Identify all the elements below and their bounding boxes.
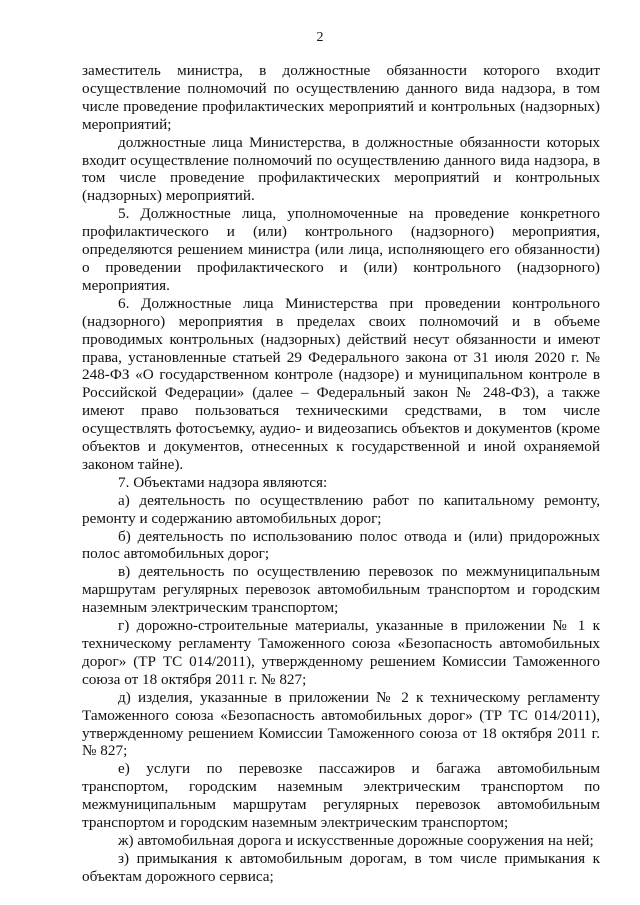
paragraph-item-7: 7. Объектами надзора являются: bbox=[118, 473, 328, 491]
list-item-z: з) примыкания к автомобильным дорогам, в том числе примыкания к объектам дорожного сервиса; bbox=[82, 849, 600, 885]
list-item-zh: ж) автомобильная дорога и искусственные дорожные сооружения на ней; bbox=[118, 831, 594, 849]
list-item-e: е) услуги по перевозке пассажиров и багажа автомобильным транспортом, городским наземным электрическим транспортом по межмуниципальным маршрутам регулярных перевозок автомобильным транспортом и городским наземным электрическим транспортом; bbox=[82, 760, 600, 832]
list-item-g: г) дорожно-строительные материалы, указанные в приложении № 1 к техническому регламенту Таможенного союза «Безопасность автомобильных дорог» (ТР ТС 014/2011), утвержденному решением Комиссии Таможенного союза от 18 октября 2011 г. № 827; bbox=[82, 617, 600, 688]
list-item-b: б) деятельность по использованию полос отвода и (или) придорожных полос автомобильных дорог; bbox=[82, 527, 600, 563]
paragraph-item-5: 5. Должностные лица, уполномоченные на проведение конкретного профилактического и (или) контрольного (надзорного) мероприятия, определяются решением министра (или лица, исполняющего его обязанности) о проведении профилактического и (или) контрольного (надзорного) мероприятия. bbox=[82, 205, 600, 294]
paragraph-deputy-minister: заместитель министра, в должностные обязанности которого входит осуществление полномочий по осуществлению данного вида надзора, в том числе проведение профилактических мероприятий и контрольных (надзорных) мероприятий; bbox=[82, 62, 600, 133]
page-number: 2 bbox=[316, 30, 324, 45]
list-item-a: а) деятельность по осуществлению работ по капитальному ремонту, ремонту и содержанию автомобильных дорог; bbox=[82, 491, 600, 527]
document-body bbox=[82, 62, 600, 886]
list-item-v: в) деятельность по осуществлению перевозок по межмуниципальным маршрутам регулярных перевозок автомобильным транспортом и городским наземным электрическим транспортом; bbox=[82, 563, 600, 617]
paragraph-item-6: 6. Должностные лица Министерства при проведении контрольного (надзорного) мероприятия в пределах своих полномочий и в объеме проводимых контрольных (надзорных) действий несут обязанности и имеют права, установленные статьей 29 Федерального закона от 31 июля 2020 г. № 248-ФЗ «О государственном контроле (надзоре) и муниципальном контроле в Российской Федерации» (далее – Федеральный закон № 248-ФЗ), а также имеют право пользоваться техническими средствами, в том числе осуществлять фотосъемку, аудио- и видеозапись объектов и документов (кроме объектов и документов, отнесенных к государственной и иной охраняемой законом тайне). bbox=[82, 294, 600, 473]
paragraph-officials: должностные лица Министерства, в должностные обязанности которых входит осуществление полномочий по осуществлению данного вида надзора, в том числе проведение профилактических мероприятий и контрольных (надзорных) мероприятий. bbox=[82, 133, 600, 205]
list-item-d: д) изделия, указанные в приложении № 2 к техническому регламенту Таможенного союза «Безопасность автомобильных дорог» (ТР ТС 014/2011), утвержденному решением Комиссии Таможенного союза от 18 октября 2011 г. № 827; bbox=[82, 688, 600, 760]
